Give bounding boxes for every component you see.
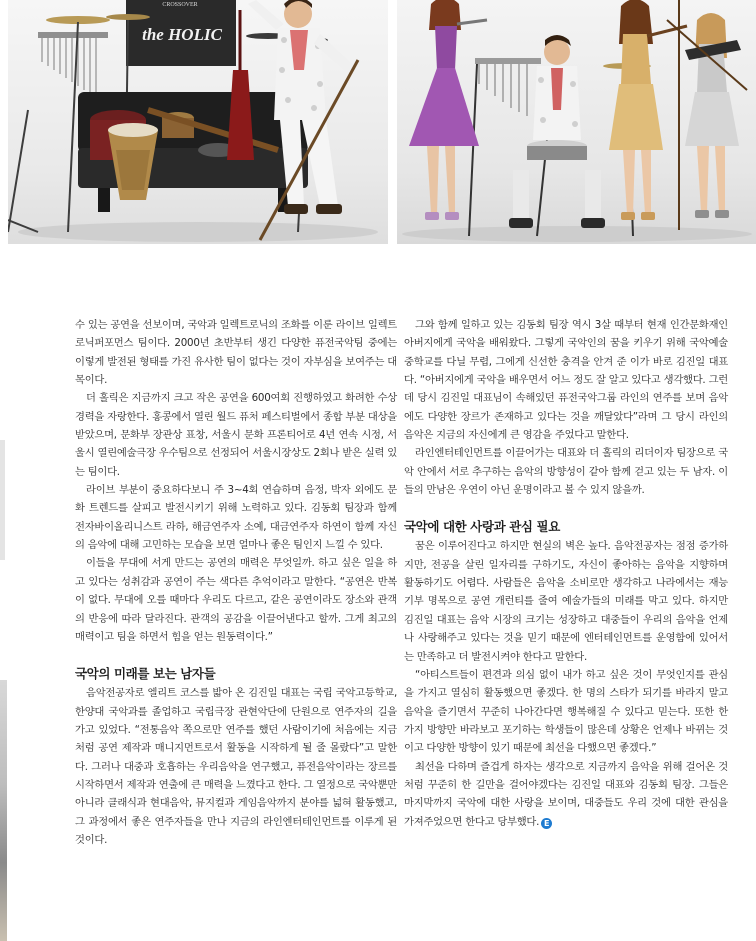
paragraph: 수 있는 공연을 선보이며, 국악과 일렉트로닉의 조화를 이룬 라이브 일렉트로닉퍼포먼스 팀이다. 2000년 초반부터 생긴 다양한 퓨전국악팀 중에는 이렇게 발전된 형태를 가진 유사한 팀이 없다는 것이 자부심을 보여주는 대목이다. <box>75 319 397 387</box>
band-photo-right <box>397 0 756 244</box>
section-heading: 국악의 미래를 보는 남자들 <box>75 666 216 682</box>
section-gap <box>404 499 728 517</box>
logo-sub-text: CROSSOVER <box>162 2 198 8</box>
paragraph: 이들을 무대에 서게 만드는 공연의 매력은 무엇일까. 하고 싶은 일을 하고 있다는 성취감과 공연이 주는 색다른 추억이라고 말한다. “공연은 반복이 없다. 무대에 오를 때마다 우리도 다르고, 같은 공연이라도 장소와 관객의 반응에 따라 달라진다. 관객의 공감을 이끌어낸다고 할까. 그게 최고의 매력이고 팀을 하면서 힘을 얻는 원동력이다.” <box>75 557 397 643</box>
band-photo-left-illustration <box>8 0 388 244</box>
article-column-left <box>75 316 397 849</box>
paragraph-final <box>404 758 728 831</box>
paragraph: 라이브 부분이 중요하다보니 주 3~4회 연습하며 음정, 박자 외에도 문화 트렌드를 살피고 발전시키기 위해 노력하고 있다. 김동회 팀장과 함께 전자바이올리니스트 라하, 해금연주자 소예, 대금연주자 하연이 함께 자신의 음악에 대해 고민하는 모습을 보면 얼마나 좋은 팀인지 느낄 수 있다. <box>75 484 397 552</box>
paragraph: 꿈은 이루어진다고 하지만 현실의 벽은 높다. 음악전공자는 점점 증가하지만, 전공을 살린 일자리를 구하기도, 자신이 좋아하는 음악을 지향하며 활동하기도 어렵다. 사람들은 음악을 소비로만 생각하고 나라에서는 재능기부 명목으로 공연 개런티를 줄여 예술가들의 미래를 막고 있다. 하지만 김진일 대표는 음악 시장의 크기는 성장하고 대중들이 우리의 음악을 언제나 사랑해주고 있다는 것을 믿기 때문에 엔터테인먼트를 운영함에 있어서는 만족하고 더 발전시켜야 한다고 말한다. <box>404 540 728 663</box>
band-photo-right-illustration <box>397 0 756 244</box>
band-photo-left <box>8 0 388 244</box>
facing-page-edge-bottom <box>0 680 7 941</box>
paragraph: “아티스트들이 편견과 의심 없이 내가 하고 싶은 것이 무엇인지를 관심을 가지고 열심히 활동했으면 좋겠다. 한 명의 스타가 되기를 바라지 말고 음악을 즐기면서 꾸준히 나아간다면 행복해질 수 있다고 믿는다. 또한 한 가지 방향만 바라보고 포기하는 학생들이 많은데 상황은 언제나 바뀌는 것이고 다양한 방향이 있기 때문에 최선을 다했으면 좋겠다.” <box>404 668 728 755</box>
logo-text: the HOLIC <box>142 25 222 44</box>
paragraph: 음악전공자로 엘리트 코스를 밟아 온 김진일 대표는 국립 국악고등학교, 한양대 국악과를 졸업하고 국립극장 관현악단에 단원으로 연주자의 길을 가고 있었다. “전통음악 쪽으로만 연주를 했던 사람이기에 처음에는 지금처럼 공연 제작과 매니지먼트로서 활동을 시작하게 될 줄 몰랐다”고 말한다. 그러나 대중과 호흡하는 우리음악을 연구했고, 퓨전음악이라는 장르를 시작하면서 제작과 연출에 큰 매력을 느꼈다고 한다. 그 열정으로 국악뿐만 아니라 클래식과 현대음악, 뮤지컬과 게임음악까지 분야를 넓혀 활동했고, 그 과정에서 좋은 연주자들을 만나 지금의 라인엔터테인먼트를 이루게 된 것이다. <box>75 687 397 846</box>
paragraph: 그와 함께 일하고 있는 김동회 팀장 역시 3살 때부터 현재 인간문화재인 아버지에게 국악을 배워왔다. 그렇게 국악인의 꿈을 키우기 위해 국악예술중학교를 다닐 무렵, 그에게 신선한 충격을 안겨 준 이가 바로 김진일 대표다. “아버지에게 국악을 배우면서 어느 정도 잘 알고 있다고 생각했다. 그런데 당시 김진일 대표님이 속해있던 퓨전국악그룹 라인의 연주를 보며 음악에도 다양한 장르가 존재하고 있다는 것을 깨달았다”라며 그 당시 라인의 음악은 지금의 자신에게 큰 영감을 주었다고 말한다. <box>404 319 728 442</box>
facing-page-edge-top <box>0 440 5 560</box>
section-heading: 국악에 대한 사랑과 관심 필요 <box>404 519 560 535</box>
end-mark-icon: E <box>541 818 552 829</box>
article-column-right <box>404 316 728 831</box>
paragraph: 라인엔터테인먼트를 이끌어가는 대표와 더 홀릭의 리더이자 팀장으로 국악 안에서 서로 추구하는 음악의 방향성이 같아 함께 걷고 있는 두 남자. 이들의 만남은 우연이 아닌 운명이라고 볼 수 있지 않을까. <box>404 447 728 497</box>
paragraph-final-text: 최선을 다하며 즐겁게 하자는 생각으로 지금까지 음악을 위해 걸어온 것처럼 꾸준히 한 길만을 걸어야겠다는 김진일 대표와 김동회 팀장. 그들은 마지막까지 국악에 대한 사랑을 보이며, 대중들도 우리 것에 대한 관심을 가져주었으면 한다고 당부했다. <box>404 760 728 828</box>
section-gap <box>75 646 397 664</box>
paragraph: 더 홀릭은 지금까지 크고 작은 공연을 600여회 진행하였고 화려한 수상 경력을 자랑한다. 홍콩에서 열린 월드 퓨처 페스티벌에서 종합 부분 대상을 받았으며, 문화부 장관상 표창, 서울시 문화 프론티어로 4년 연속 시정, 서울시 열린예술극장 우수팀으로 선정되어 서울시장상도 2회나 받은 실력 있는 팀이다. <box>75 392 397 478</box>
